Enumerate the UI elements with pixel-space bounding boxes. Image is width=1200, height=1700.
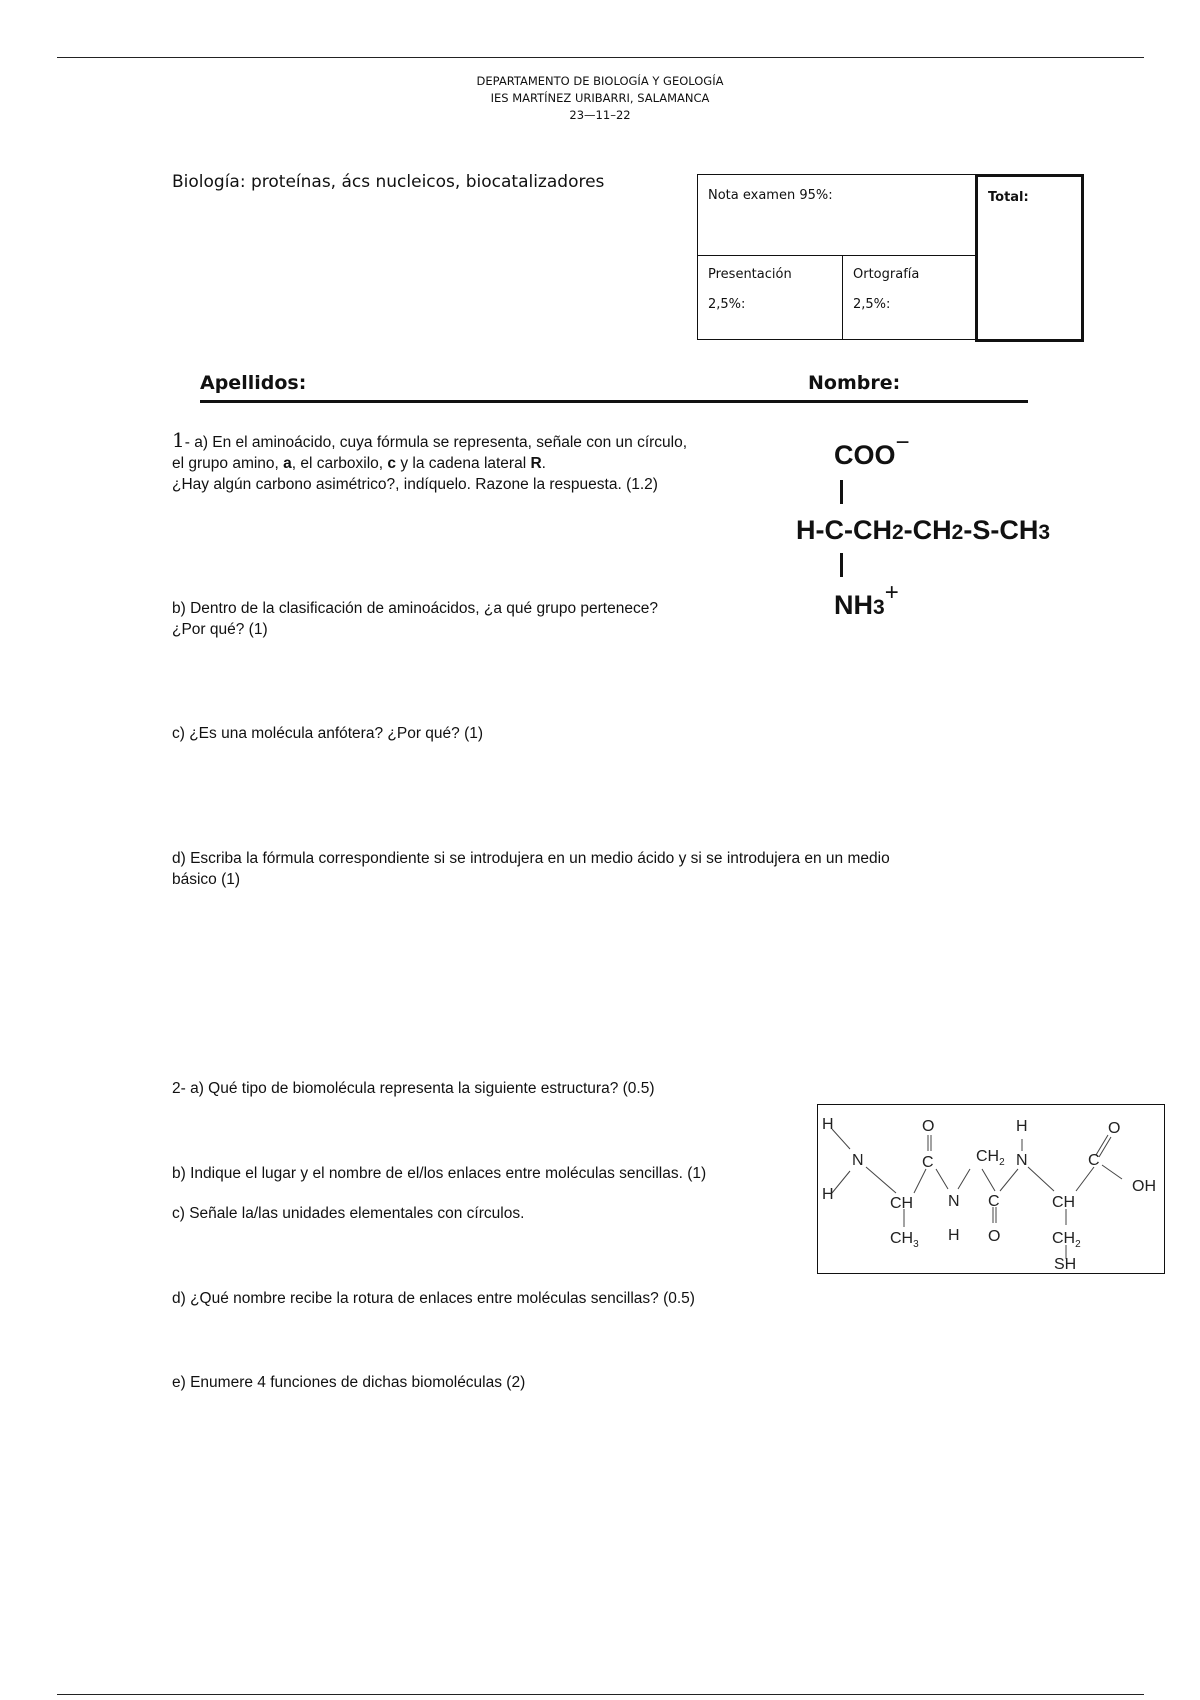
presentation-value: 2,5%:	[708, 297, 746, 312]
amino-acid-formula	[790, 429, 1110, 630]
bottom-rule	[57, 1694, 1144, 1695]
presentation-label: Presentación	[708, 267, 792, 282]
peptide-h4: H	[1016, 1118, 1028, 1135]
carboxyl-group: COO−	[834, 429, 910, 470]
peptide-n2: N	[948, 1193, 960, 1210]
peptide-diagram	[818, 1105, 1164, 1273]
peptide-o1: O	[922, 1118, 935, 1135]
amino-group: NH3+	[834, 579, 899, 620]
bond-top	[840, 480, 843, 504]
exam-date: 23—11–22	[569, 108, 631, 122]
bond-bottom	[840, 553, 843, 577]
department-name: DEPARTAMENTO DE BIOLOGÍA Y GEOLOGÍA	[476, 74, 724, 88]
peptide-ch1: CH	[890, 1195, 914, 1212]
total-grade-cell[interactable]	[975, 174, 1084, 342]
top-rule	[57, 57, 1144, 58]
peptide-c2: C	[988, 1193, 1000, 1210]
spelling-grade-cell[interactable]	[842, 255, 976, 340]
question-2a: 2- a) Qué tipo de biomolécula representa la siguiente estructura? (0.5)	[172, 1080, 655, 1097]
student-name-line[interactable]	[200, 372, 1028, 403]
question-1-number: 1	[172, 428, 185, 452]
question-2d: d) ¿Qué nombre recibe la rotura de enlaces entre moléculas sencillas? (0.5)	[172, 1290, 695, 1307]
peptide-h1: H	[822, 1116, 834, 1133]
question-1b: b) Dentro de la clasificación de aminoácidos, ¿a qué grupo pertenece? ¿Por qué? (1)	[172, 600, 658, 638]
subject-title: Biología: proteínas, ács nucleicos, biocatalizadores	[172, 172, 605, 192]
question-2c: c) Señale la/las unidades elementales con círculos.	[172, 1205, 525, 1222]
peptide-o3: O	[1108, 1120, 1121, 1137]
peptide-n1: N	[852, 1152, 864, 1169]
school-name: IES MARTÍNEZ URIBARRI, SALAMANCA	[490, 91, 710, 105]
peptide-ch2: CH	[1052, 1194, 1076, 1211]
presentation-grade-cell[interactable]	[697, 255, 843, 340]
exam-grade-label: Nota examen 95%:	[708, 188, 833, 203]
peptide-sh: SH	[1054, 1256, 1077, 1273]
peptide-ch2a: $CH_2$	[976, 1148, 1005, 1168]
question-1d: d) Escriba la fórmula correspondiente si se introdujera en un medio ácido y si se introdujera en un medio básico (1)	[172, 850, 890, 888]
question-1c: c) ¿Es una molécula anfótera? ¿Por qué? (1)	[172, 725, 484, 742]
peptide-c3: C	[1088, 1152, 1100, 1169]
page-header	[300, 73, 900, 124]
peptide-ch2b: $CH_2$	[1052, 1230, 1081, 1250]
name-label: Nombre:	[808, 372, 901, 394]
question-1a-line2: el grupo amino, a, el carboxilo, c y la cadena lateral R.	[172, 455, 546, 472]
question-2e: e) Enumere 4 funciones de dichas biomoléculas (2)	[172, 1374, 526, 1391]
question-1a-line3: ¿Hay algún carbono asimétrico?, indíquelo. Razone la respuesta. (1.2)	[172, 476, 658, 493]
peptide-n3: N	[1016, 1152, 1028, 1169]
surname-label: Apellidos:	[200, 372, 307, 394]
peptide-ch3: $CH_3$	[890, 1230, 919, 1250]
question-2b: b) Indique el lugar y el nombre de el/los enlaces entre moléculas sencillas. (1)	[172, 1165, 707, 1182]
peptide-c1: C	[922, 1154, 934, 1171]
peptide-h2: H	[822, 1186, 834, 1203]
question-1a-line1: 1- a) En el aminoácido, cuya fórmula se representa, señale con un círculo,	[172, 428, 688, 452]
total-label: Total:	[988, 190, 1029, 205]
question-1a	[172, 430, 687, 495]
peptide-oh: OH	[1132, 1178, 1156, 1195]
peptide-structure-figure	[817, 1104, 1165, 1274]
main-chain: H-C-CH2-CH2-S-CH3	[796, 515, 1051, 545]
peptide-h3: H	[948, 1227, 960, 1244]
spelling-label: Ortografía	[853, 267, 920, 282]
exam-grade-cell[interactable]	[697, 174, 976, 256]
spelling-value: 2,5%:	[853, 297, 891, 312]
peptide-o2: O	[988, 1228, 1001, 1245]
